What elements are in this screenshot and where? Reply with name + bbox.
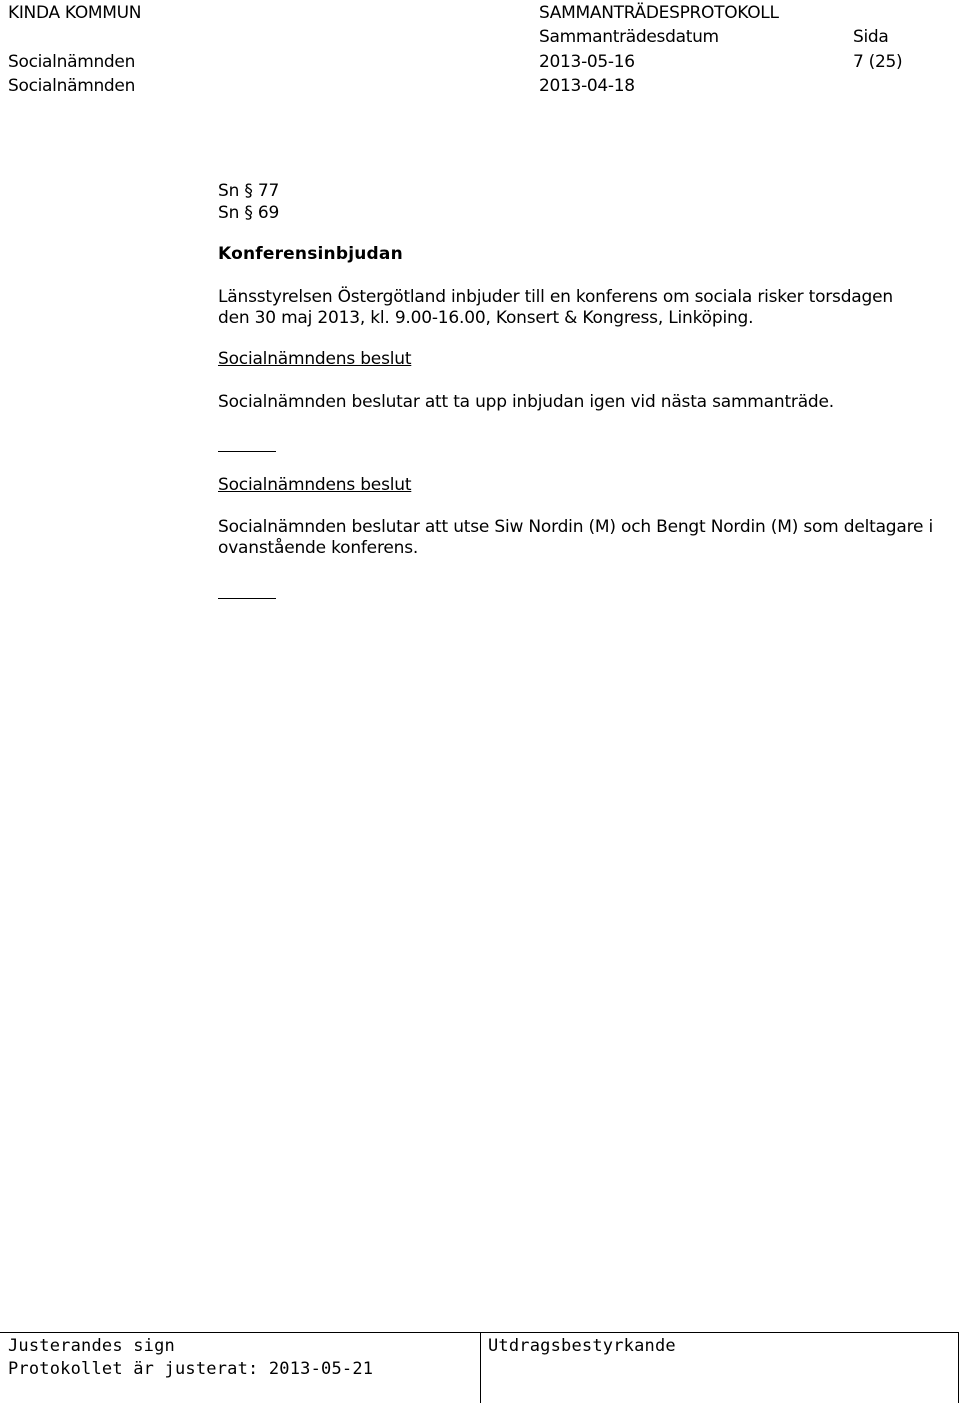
intro-line: Länsstyrelsen Östergötland inbjuder till en konferens om sociala risker torsdagen	[218, 287, 893, 307]
decision-text: Socialnämnden beslutar att utse Siw Nordin (M) och Bengt Nordin (M) som deltagare i	[218, 517, 934, 537]
intro-line: den 30 maj 2013, kl. 9.00-16.00, Konsert & Kongress, Linköping.	[218, 308, 754, 328]
decision-text: Socialnämnden beslutar att ta upp inbjudan igen vid nästa sammanträde.	[218, 392, 834, 412]
decision-heading: Socialnämndens beslut	[218, 349, 412, 369]
organization-name: KINDA KOMMUN	[8, 3, 142, 23]
section-title: Konferensinbjudan	[218, 244, 403, 264]
meeting-date: 2013-05-16	[539, 52, 635, 72]
page-number: 7 (25)	[853, 52, 903, 72]
signature-label: Justerandes sign	[8, 1336, 175, 1356]
meeting-date-label: Sammanträdesdatum	[539, 27, 719, 47]
footer-divider	[480, 1333, 481, 1403]
separator-line	[218, 451, 276, 452]
page-label: Sida	[853, 27, 889, 47]
extract-certification-label: Utdragsbestyrkande	[488, 1336, 676, 1356]
decision-text: ovanstående konferens.	[218, 538, 419, 558]
justified-date: Protokollet är justerat: 2013-05-21	[8, 1359, 374, 1379]
decision-heading: Socialnämndens beslut	[218, 475, 412, 495]
document-type: SAMMANTRÄDESPROTOKOLL	[539, 3, 779, 23]
separator-line	[218, 598, 276, 599]
footer-signature-box	[0, 1332, 959, 1403]
committee-name-previous: Socialnämnden	[8, 76, 136, 96]
meeting-date-previous: 2013-04-18	[539, 76, 635, 96]
paragraph-ref: Sn § 77	[218, 181, 280, 201]
paragraph-ref: Sn § 69	[218, 203, 280, 223]
committee-name: Socialnämnden	[8, 52, 136, 72]
